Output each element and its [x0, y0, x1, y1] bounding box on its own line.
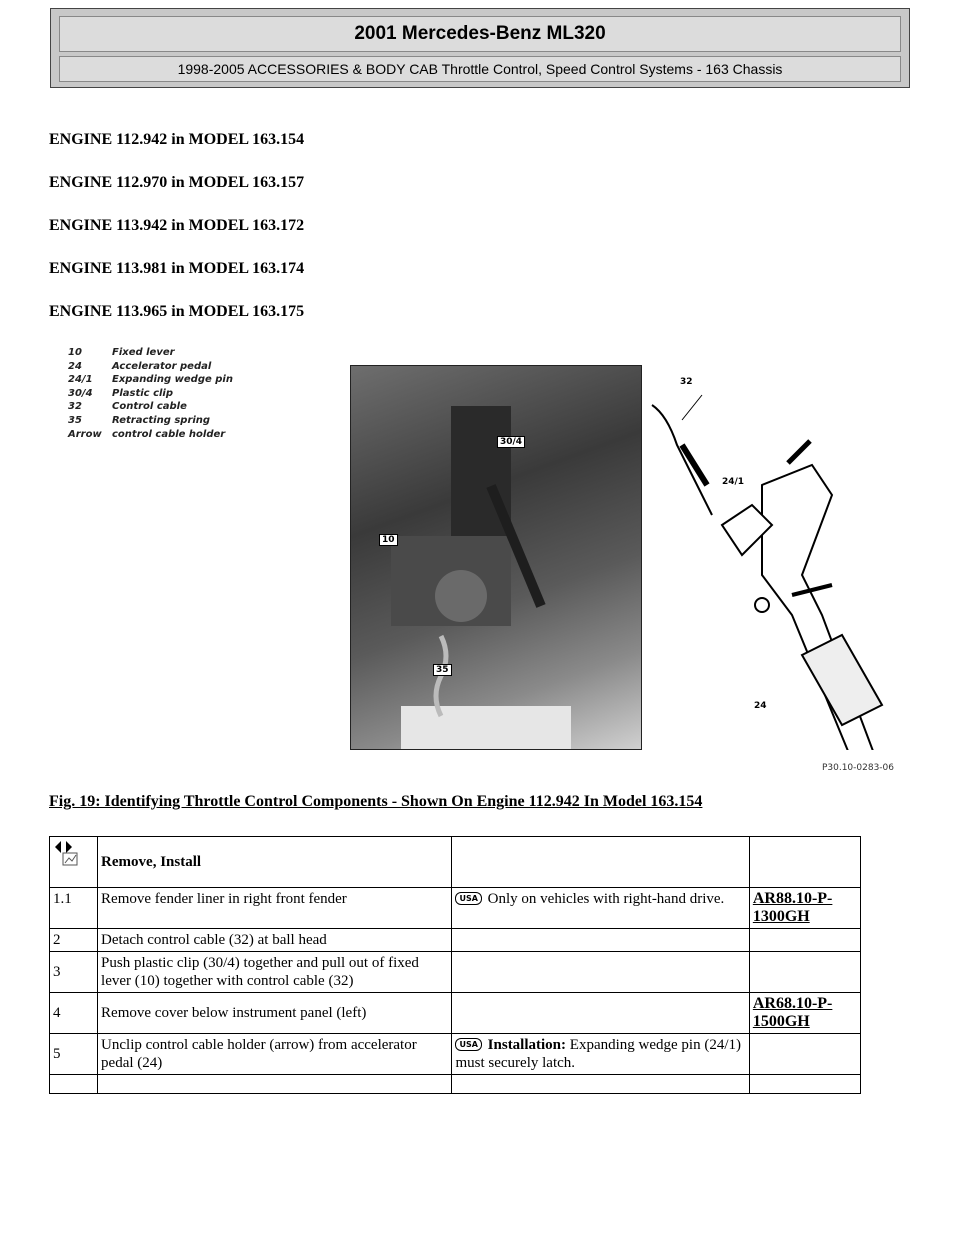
reference-link[interactable]: AR88.10-P-1300GH [752, 890, 833, 925]
step-reference [749, 888, 860, 929]
step-number: 1.1 [50, 888, 98, 929]
table-heading: Remove, Install [98, 837, 452, 888]
table-header-icon-cell [50, 837, 98, 888]
drawing-label: 24 [754, 701, 767, 711]
step-number: 5 [50, 1034, 98, 1075]
photo-label: 30/4 [497, 436, 525, 448]
table-row [50, 952, 861, 993]
step-note: USA Only on vehicles with right-hand drive. [452, 888, 749, 929]
component-figure [52, 340, 900, 775]
usa-badge: USA [455, 892, 481, 905]
legend-item: 35 Retracting spring [68, 414, 211, 426]
engine-line: ENGINE 113.965 in MODEL 163.175 [49, 303, 305, 320]
reference-link[interactable]: AR68.10-P-1500GH [752, 995, 833, 1030]
procedure-icon [53, 839, 83, 867]
table-row [50, 929, 861, 952]
figure-legend [68, 346, 233, 441]
step-reference [749, 993, 860, 1034]
drawing-label: 32 [680, 377, 693, 387]
engine-line: ENGINE 112.970 in MODEL 163.157 [49, 174, 305, 191]
step-number: 3 [50, 952, 98, 993]
legend-item: 10 Fixed lever [68, 347, 175, 358]
legend-item: 32 Control cable [68, 401, 187, 413]
engine-bay-photo [350, 365, 642, 750]
figure-caption: Fig. 19: Identifying Throttle Control Components - Shown On Engine 112.942 In Model 163.154 [49, 793, 703, 810]
step-number: 2 [50, 929, 98, 952]
document-subtitle: 1998-2005 ACCESSORIES & BODY CAB Throttle Control, Speed Control Systems - 163 Chassis [59, 56, 901, 82]
drawing-label: 24/1 [722, 477, 745, 487]
figure-id: P30.10-0283-06 [821, 763, 894, 773]
step-action: Remove cover below instrument panel (left) [98, 993, 452, 1034]
table-row-empty [50, 1075, 861, 1094]
photo-label: 35 [433, 664, 452, 676]
photo-shapes [351, 366, 642, 750]
pedal-line-art [642, 365, 900, 750]
photo-label: 10 [379, 534, 398, 546]
engine-line: ENGINE 112.942 in MODEL 163.154 [49, 131, 305, 148]
step-action: Unclip control cable holder (arrow) from accelerator pedal (24) [98, 1034, 452, 1075]
step-number: 4 [50, 993, 98, 1034]
table-row [50, 1034, 861, 1075]
table-row [50, 993, 861, 1034]
step-note: USA Installation: Expanding wedge pin (24/1) must securely latch. [452, 1034, 749, 1075]
step-action: Remove fender liner in right front fender [98, 888, 452, 929]
pedal-drawing [642, 365, 900, 750]
procedure-table [49, 836, 861, 1094]
page-header [50, 8, 910, 88]
usa-badge: USA [455, 1038, 481, 1051]
step-action: Detach control cable (32) at ball head [98, 929, 452, 952]
legend-item: 30/4 Plastic clip [68, 387, 174, 399]
legend-item: 24/1 Expanding wedge pin [68, 374, 233, 386]
engine-line: ENGINE 113.942 in MODEL 163.172 [49, 217, 305, 234]
document-title: 2001 Mercedes-Benz ML320 [59, 16, 901, 52]
legend-item: Arrow control cable holder [68, 428, 226, 440]
table-header-row [50, 837, 861, 888]
engine-line: ENGINE 113.981 in MODEL 163.174 [49, 260, 305, 277]
step-action: Push plastic clip (30/4) together and pull out of fixed lever (10) together with control cable (32) [98, 952, 452, 993]
table-row [50, 888, 861, 929]
legend-item: 24 Accelerator pedal [68, 360, 212, 372]
